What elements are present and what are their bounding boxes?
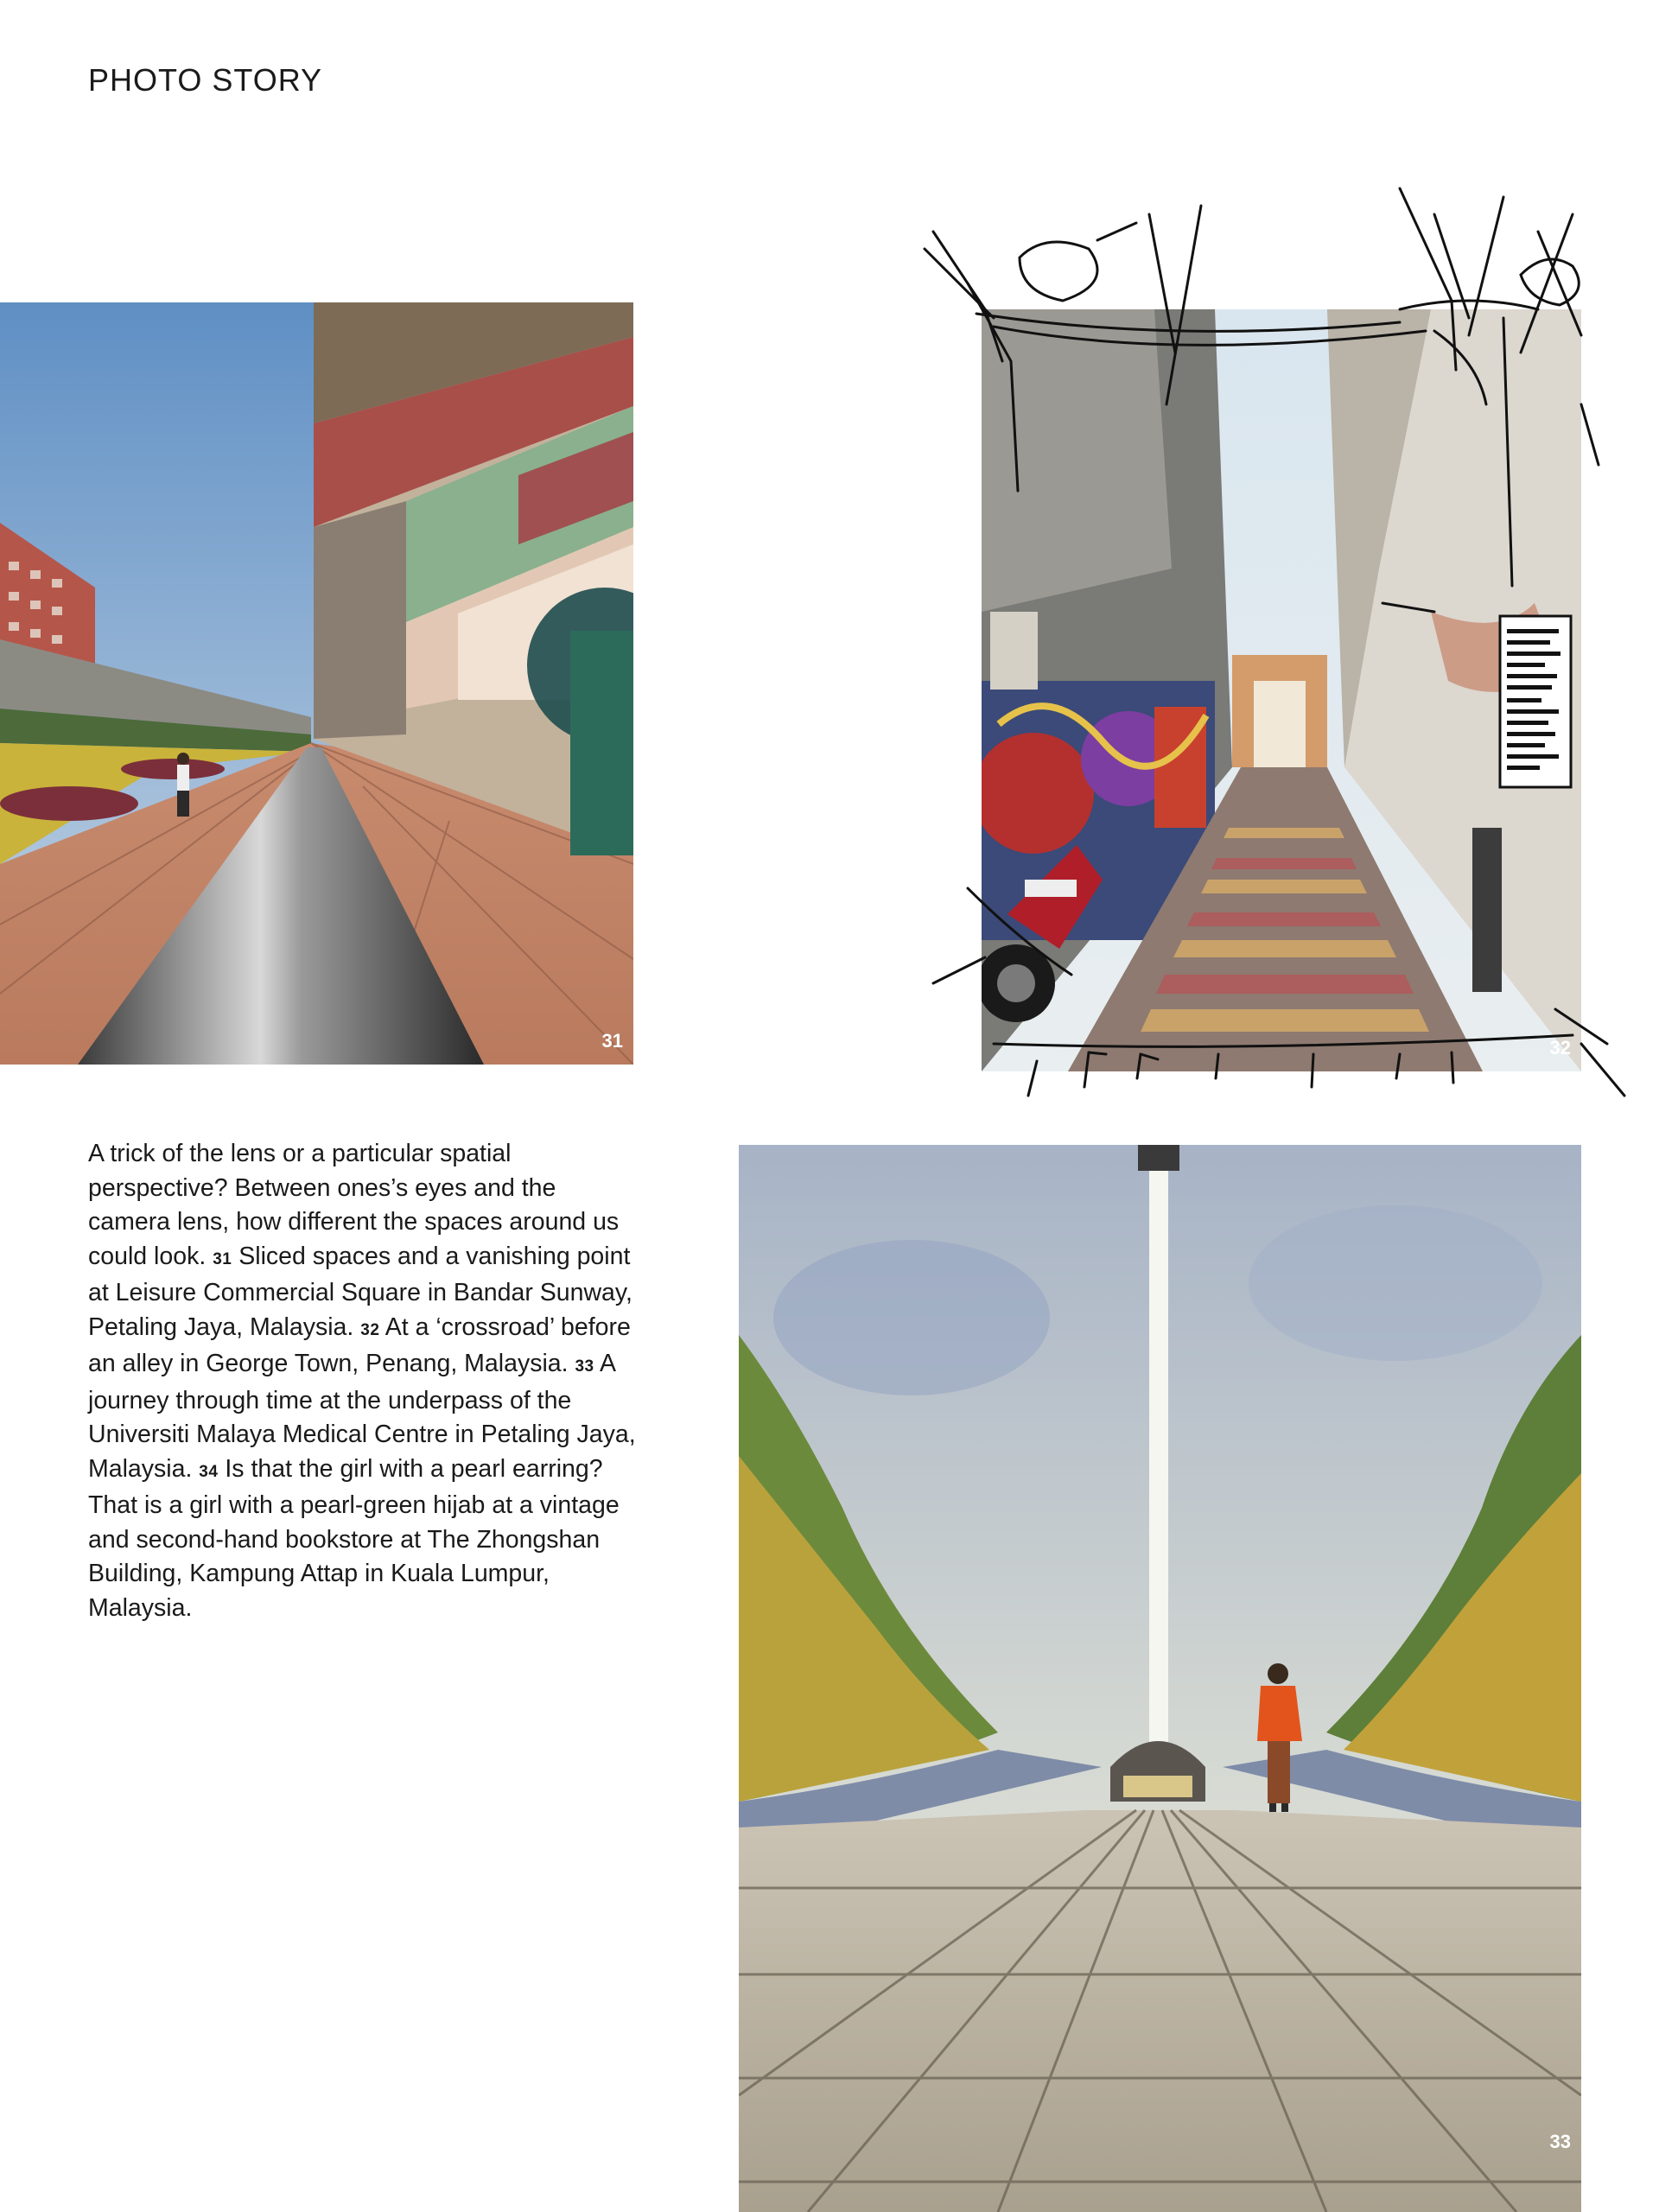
caption-number-33: 33 [575,1357,594,1376]
sketch-overlay [916,180,1642,1139]
photo-31 [0,302,633,1065]
caption-number-34: 34 [199,1462,219,1481]
caption-text-31: Sliced spaces and a vanishing point at Leisure Commercial Square in Bandar Sunway, Petaling Jaya, Malaysia. [88,1242,632,1341]
caption-number-32: 32 [360,1320,380,1339]
caption-text-33: A journey through time at the underpass of the Universiti Malaya Medical Centre in Petaling Jaya, Malaysia. [88,1350,636,1483]
caption-text-32: At a ‘crossroad’ before an alley in George Town, Penang, Malaysia. [88,1313,631,1377]
photo-31-image [0,302,633,1065]
caption-text-34: Is that the girl with a pearl earring? That is a girl with a pearl-green hijab at a vintage and second-hand bookstore at The Zhongshan Building, Kampung Attap in Kuala Lumpur, Malaysia. [88,1454,620,1622]
caption-number-31: 31 [213,1249,232,1268]
photo-31-number: 31 [601,1030,623,1052]
photo-33-image [739,1145,1581,2212]
photo-33 [739,1145,1581,2212]
section-header: PHOTO STORY [88,62,323,98]
photo-32-number: 32 [1549,1037,1571,1058]
caption-intro: A trick of the lens or a particular spatial perspective? Between ones’s eyes and the camera lens, how different the spaces around us could look. [88,1140,620,1270]
caption [88,1137,641,1625]
photo-33-number: 33 [1549,2131,1571,2152]
photo-32-frame [916,180,1642,1139]
